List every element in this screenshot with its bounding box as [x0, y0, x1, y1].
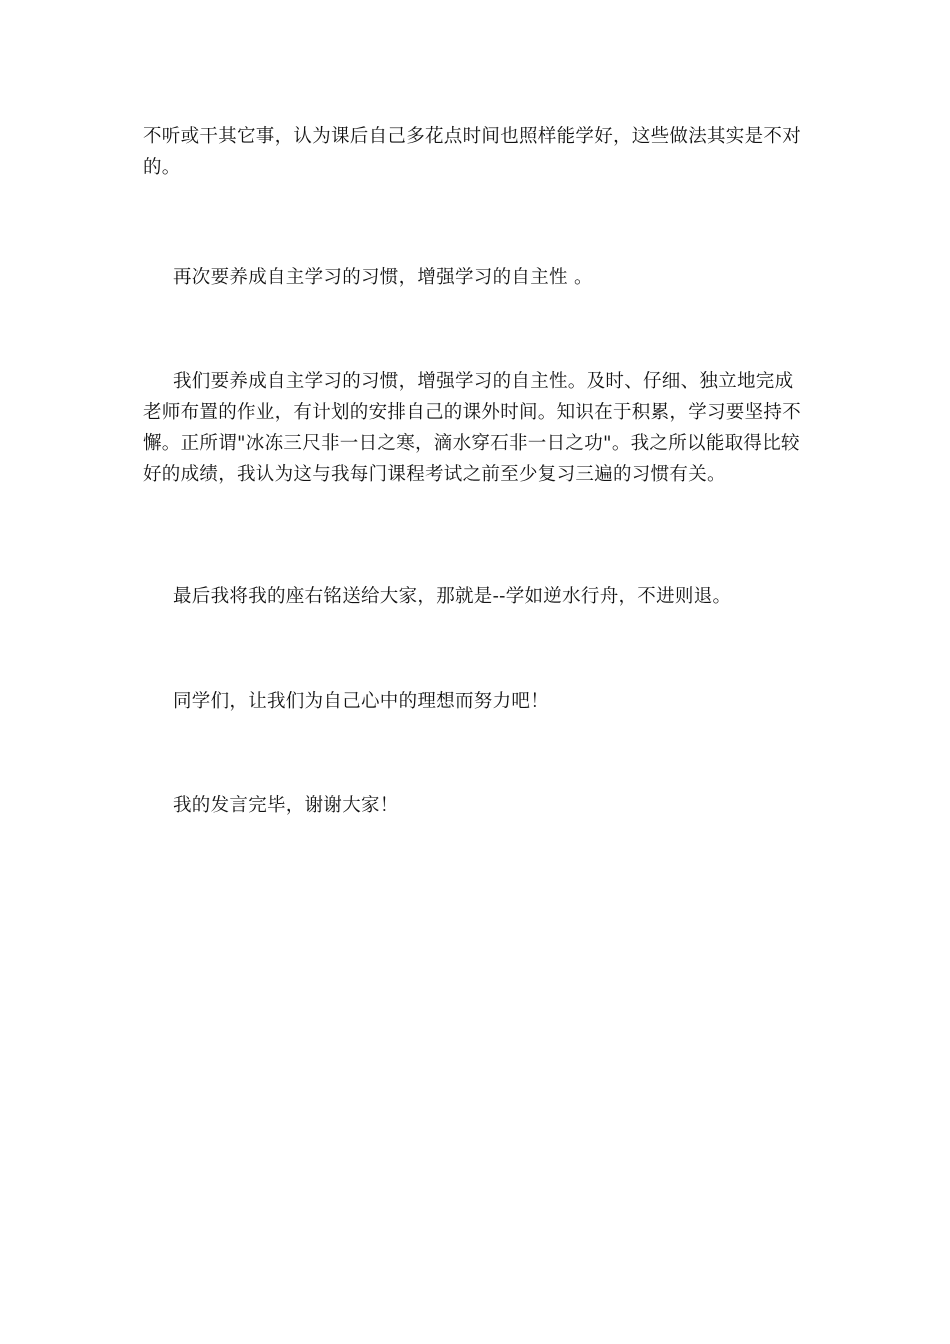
paragraph-motto: 最后我将我的座右铭送给大家，那就是--学如逆水行舟，不进则退。	[173, 586, 732, 607]
paragraph-autonomy-body: 我们要养成自主学习的习惯，增强学习的自主性。及时、仔细、独立地完成老师布置的作业，有计划的安排自己的课外时间。知识在于积累，学习要坚持不懈。正所谓"冰冻三尺非一日之寒，滴水穿石非一日之功"。我之所以能取得比较好的成绩，我认为这与我每门课程考试之前至少复习三遍的习惯有关。	[143, 371, 802, 485]
paragraph-heading-autonomy: 再次要养成自主学习的习惯，增强学习的自主性 。	[173, 267, 593, 288]
paragraph-encouragement: 同学们，让我们为自己心中的理想而努力吧！	[173, 691, 550, 712]
paragraph-continuation: 不听或干其它事，认为课后自己多花点时间也照样能学好，这些做法其实是不对的。	[143, 126, 802, 178]
paragraph-closing: 我的发言完毕，谢谢大家！	[173, 795, 399, 816]
